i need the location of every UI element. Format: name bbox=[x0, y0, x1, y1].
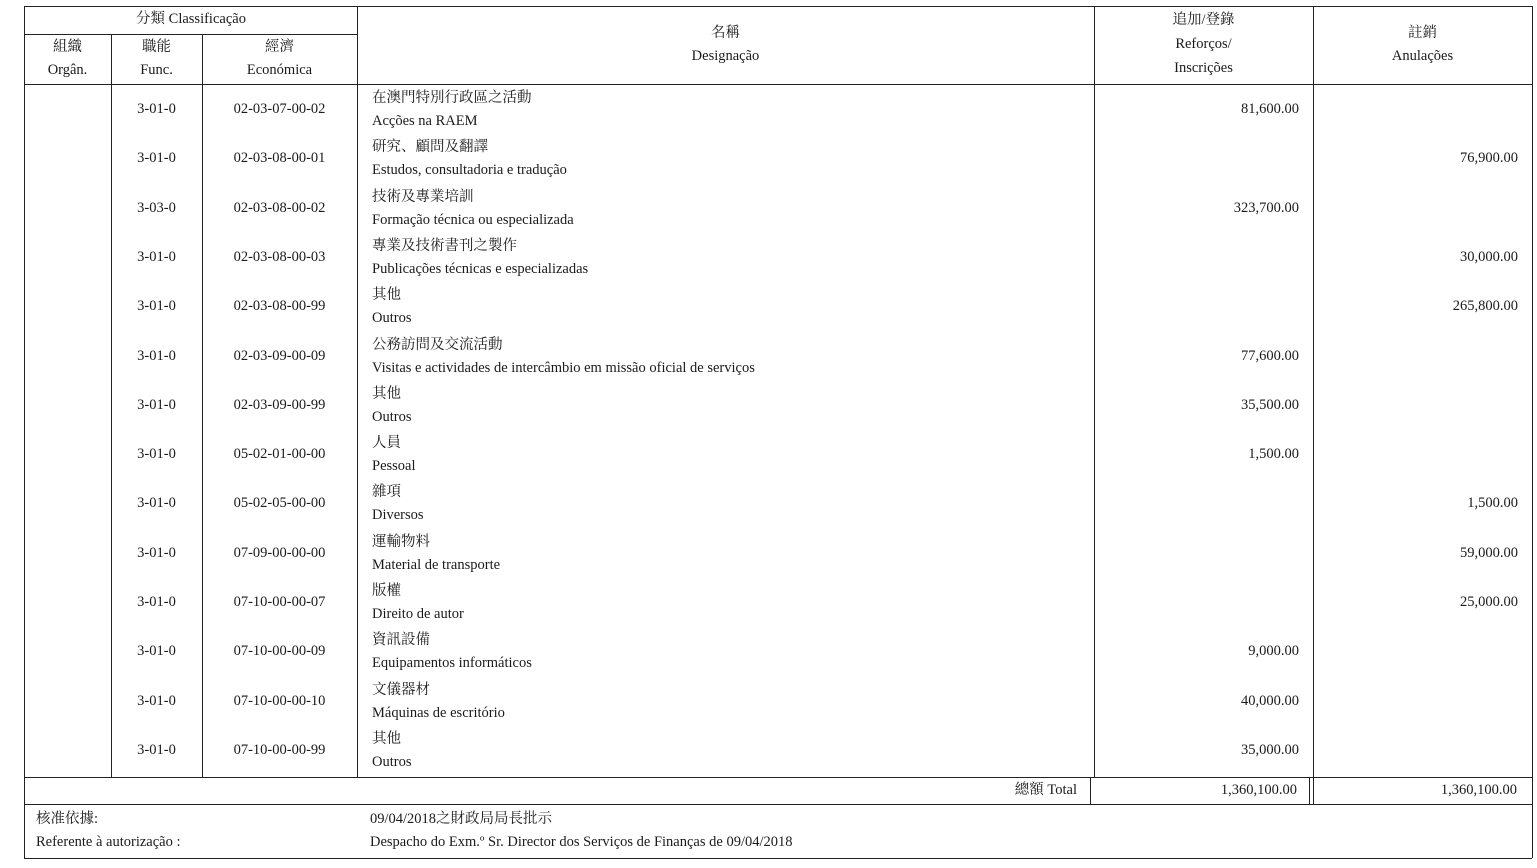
econ-code: 07-10-00-00-07 bbox=[233, 594, 326, 610]
authorization-label-pt: Referente à autorização : bbox=[36, 834, 181, 850]
designation bbox=[372, 383, 411, 429]
designation-zh: 其他 bbox=[372, 287, 401, 304]
designation bbox=[372, 284, 411, 330]
reforcos-heading-pt1: Reforços/ bbox=[1175, 36, 1232, 52]
func-heading-pt: Func. bbox=[140, 62, 173, 78]
func-code: 3-01-0 bbox=[137, 396, 176, 413]
econ-code: 02-03-08-00-02 bbox=[233, 199, 326, 216]
reforcos-value: 323,700.00 bbox=[1233, 199, 1299, 216]
table-row bbox=[0, 628, 1537, 677]
designation-zh: 在澳門特別行政區之活動 bbox=[372, 90, 532, 106]
func-code: 3-01-0 bbox=[137, 643, 176, 660]
designation-zh: 公務訪問及交流活動 bbox=[372, 336, 503, 353]
designation-pt: Equipamentos informáticos bbox=[372, 655, 532, 672]
designation-heading-zh: 名稱 bbox=[711, 25, 740, 41]
designation-pt: Máquinas de escritório bbox=[372, 704, 505, 721]
designation-pt: Acções na RAEM bbox=[372, 113, 478, 129]
func-code: 3-01-0 bbox=[137, 150, 176, 167]
econ-code: 07-10-00-00-09 bbox=[233, 643, 326, 660]
designation-zh: 技術及專業培訓 bbox=[372, 188, 474, 205]
table-row bbox=[0, 727, 1537, 776]
designation-pt: Visitas e actividades de intercâmbio em missão oficial de serviços bbox=[372, 359, 755, 376]
table-row bbox=[0, 135, 1537, 184]
func-code: 3-01-0 bbox=[137, 347, 176, 364]
func-code: 3-01-0 bbox=[137, 544, 176, 561]
organ-heading-zh: 組織 bbox=[53, 39, 82, 55]
func-code: 3-01-0 bbox=[137, 594, 176, 610]
designation bbox=[372, 580, 464, 626]
total-reforcos: 1,360,100.00 bbox=[1220, 782, 1297, 798]
designation bbox=[372, 531, 500, 577]
table-row bbox=[0, 234, 1537, 283]
func-code: 3-01-0 bbox=[137, 446, 176, 463]
econ-code: 02-03-08-00-03 bbox=[233, 248, 326, 265]
designation bbox=[372, 629, 532, 675]
reforcos-value: 35,000.00 bbox=[1241, 741, 1299, 758]
func-code: 3-01-0 bbox=[137, 101, 176, 117]
designation-zh: 人員 bbox=[372, 435, 401, 452]
table-row bbox=[0, 530, 1537, 579]
designation-zh: 運輸物料 bbox=[372, 533, 430, 550]
table-row bbox=[0, 185, 1537, 234]
designation-zh: 雜項 bbox=[372, 484, 401, 501]
authorization-text-pt: Despacho do Exm.º Sr. Director dos Serviços de Finanças de 09/04/2018 bbox=[370, 834, 793, 850]
econ-code: 05-02-01-00-00 bbox=[233, 446, 326, 463]
func-code: 3-01-0 bbox=[137, 692, 176, 709]
table-row bbox=[0, 382, 1537, 431]
designation bbox=[372, 728, 411, 774]
table-row bbox=[0, 431, 1537, 480]
designation-zh: 其他 bbox=[372, 385, 401, 402]
designation-heading-pt: Designação bbox=[691, 48, 760, 64]
func-code: 3-01-0 bbox=[137, 298, 176, 315]
designation bbox=[372, 481, 424, 527]
anulacoes-value: 265,800.00 bbox=[1452, 298, 1518, 315]
designation bbox=[372, 186, 574, 232]
classification-heading: 分類 Classificação bbox=[136, 11, 246, 27]
econ-code: 02-03-09-00-99 bbox=[233, 396, 326, 413]
anulacoes-heading-pt: Anulações bbox=[1391, 48, 1454, 64]
func-code: 3-03-0 bbox=[137, 199, 176, 216]
table-row bbox=[0, 678, 1537, 727]
designation-zh: 專業及技術書刊之製作 bbox=[372, 237, 517, 254]
designation-pt: Outros bbox=[372, 310, 412, 327]
reforcos-value: 40,000.00 bbox=[1241, 692, 1299, 709]
anulacoes-heading-zh: 註銷 bbox=[1408, 25, 1437, 41]
func-code: 3-01-0 bbox=[137, 495, 176, 512]
organ-heading-pt: Orgân. bbox=[47, 62, 88, 78]
designation-zh: 版權 bbox=[372, 583, 401, 599]
total-label: 總額 Total bbox=[1014, 782, 1077, 798]
total-anulacoes: 1,360,100.00 bbox=[1440, 782, 1517, 798]
econ-code: 07-10-00-00-10 bbox=[233, 692, 326, 709]
econ-heading-pt: Económica bbox=[246, 62, 313, 78]
table-row bbox=[0, 579, 1537, 628]
econ-code: 02-03-08-00-01 bbox=[233, 150, 326, 167]
designation bbox=[372, 136, 567, 182]
econ-code: 05-02-05-00-00 bbox=[233, 495, 326, 512]
anulacoes-value: 59,000.00 bbox=[1460, 544, 1518, 561]
reforcos-value: 1,500.00 bbox=[1248, 446, 1299, 463]
table-row bbox=[0, 283, 1537, 332]
designation-zh: 研究、顧問及翻譯 bbox=[372, 139, 488, 156]
table-row bbox=[0, 333, 1537, 382]
table-row bbox=[0, 480, 1537, 529]
econ-code: 02-03-08-00-99 bbox=[233, 298, 326, 315]
designation-pt: Publicações técnicas e especializadas bbox=[372, 260, 589, 277]
econ-code: 07-10-00-00-99 bbox=[233, 741, 326, 758]
designation-zh: 文儀器材 bbox=[372, 681, 430, 698]
designation-pt: Diversos bbox=[372, 507, 424, 524]
designation-pt: Estudos, consultadoria e tradução bbox=[372, 162, 567, 179]
anulacoes-value: 76,900.00 bbox=[1460, 150, 1518, 167]
econ-code: 02-03-09-00-09 bbox=[233, 347, 326, 364]
func-code: 3-01-0 bbox=[137, 248, 176, 265]
designation-pt: Outros bbox=[372, 408, 412, 425]
designation-pt: Direito de autor bbox=[372, 606, 464, 622]
designation-zh: 資訊設備 bbox=[372, 632, 430, 649]
reforcos-value: 77,600.00 bbox=[1241, 347, 1299, 364]
econ-heading-zh: 經濟 bbox=[265, 39, 294, 55]
authorization-text-zh: 09/04/2018之財政局局長批示 bbox=[370, 811, 553, 827]
reforcos-value: 35,500.00 bbox=[1241, 396, 1299, 413]
anulacoes-value: 1,500.00 bbox=[1467, 495, 1518, 512]
table-row bbox=[0, 86, 1537, 135]
designation-pt: Formação técnica ou especializada bbox=[372, 211, 574, 228]
reforcos-value: 81,600.00 bbox=[1241, 101, 1299, 117]
designation-pt: Material de transporte bbox=[372, 556, 501, 573]
econ-code: 02-03-07-00-02 bbox=[233, 101, 326, 117]
econ-code: 07-09-00-00-00 bbox=[233, 544, 326, 561]
reforcos-heading-zh: 追加/登錄 bbox=[1172, 12, 1235, 28]
designation-pt: Pessoal bbox=[372, 458, 416, 475]
reforcos-value: 9,000.00 bbox=[1248, 643, 1299, 660]
func-code: 3-01-0 bbox=[137, 741, 176, 758]
anulacoes-value: 30,000.00 bbox=[1460, 248, 1518, 265]
designation bbox=[372, 334, 755, 380]
anulacoes-value: 25,000.00 bbox=[1460, 594, 1518, 610]
designation bbox=[372, 235, 588, 281]
reforcos-heading-pt2: Inscrições bbox=[1174, 60, 1233, 76]
func-heading-zh: 職能 bbox=[142, 39, 171, 55]
designation bbox=[372, 87, 532, 133]
designation-zh: 其他 bbox=[372, 730, 401, 747]
designation-pt: Outros bbox=[372, 753, 412, 770]
authorization-label-zh: 核准依據: bbox=[36, 811, 99, 827]
designation bbox=[372, 679, 505, 725]
designation bbox=[372, 432, 416, 478]
